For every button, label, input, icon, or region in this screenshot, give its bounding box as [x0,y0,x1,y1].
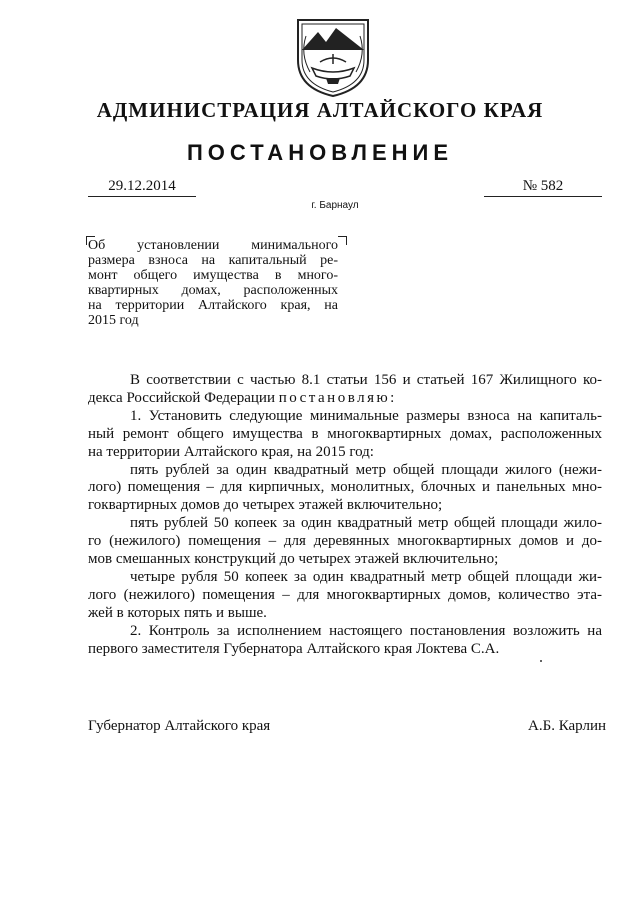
signer-name: А.Б. Карлин [528,718,607,734]
coat-of-arms-icon [290,14,376,100]
body-line: 1. Установить следующие минимальные размеры взноса на капиталь- [130,407,602,424]
body-line: мов смешанных конструкций до четырех этажей включительно; [88,551,499,568]
body-line: 2. Контроль за исполнением настоящего постановления возложить на [130,622,602,639]
body-line: пять рублей за один квадратный метр общей площади жилого (нежи- [130,461,602,478]
body-line: гоквартирных домов до четырех этажей включительно; [88,497,443,514]
signer-title: Губернатор Алтайского края [88,718,271,734]
body-line: пять рублей 50 копеек за один квадратный метр общей площади жило- [130,515,602,532]
resolution-word: постановляю: [278,389,397,406]
document-number: № 582 [484,178,602,197]
body-line: первого заместителя Губернатора Алтайского края Локтева С.А. [88,640,500,657]
city: г. Барнаул [311,200,359,211]
body-line: го (нежилого) помещения – для деревянных многоквартирных домов и до- [88,533,602,550]
subject-line: на территории Алтайского края, на [88,298,338,313]
document-body [88,372,602,659]
subject-line: Об установлении минимального [88,238,338,253]
subject-line: монт общего имущества в много- [88,268,338,283]
body-line-text: декса Российской Федерации [88,389,279,406]
body-line: лого (нежилого) помещения – для многоквартирных домов, количество эта- [88,586,602,603]
body-line: четыре рубля 50 копеек за один квадратный метр общей площади жи- [130,568,602,585]
body-line: жей в которых пять и выше. [88,604,267,621]
body-line: на территории Алтайского края, на 2015 год: [88,443,374,460]
body-line [88,390,602,408]
document-type: ПОСТАНОВЛЕНИЕ [186,140,454,165]
subject-line: квартирных домах, расположенных [88,283,338,298]
subject-line: размера взноса на капитальный ре- [88,253,338,268]
document-subject [88,238,338,328]
body-line: ный ремонт общего имущества в многоквартирных домах, расположенных [88,425,602,442]
document-date: 29.12.2014 [88,178,196,197]
stray-mark [540,660,542,662]
body-line: В соответствии с частью 8.1 статьи 156 и статьей 167 Жилищного ко- [130,372,602,388]
subject-line: 2015 год [88,313,139,328]
organization-title: АДМИНИСТРАЦИЯ АЛТАЙСКОГО КРАЯ [96,98,544,122]
body-line: лого) помещения – для кирпичных, монолитных, блочных и панельных мно- [88,479,602,496]
subject-bracket-right [338,236,347,245]
